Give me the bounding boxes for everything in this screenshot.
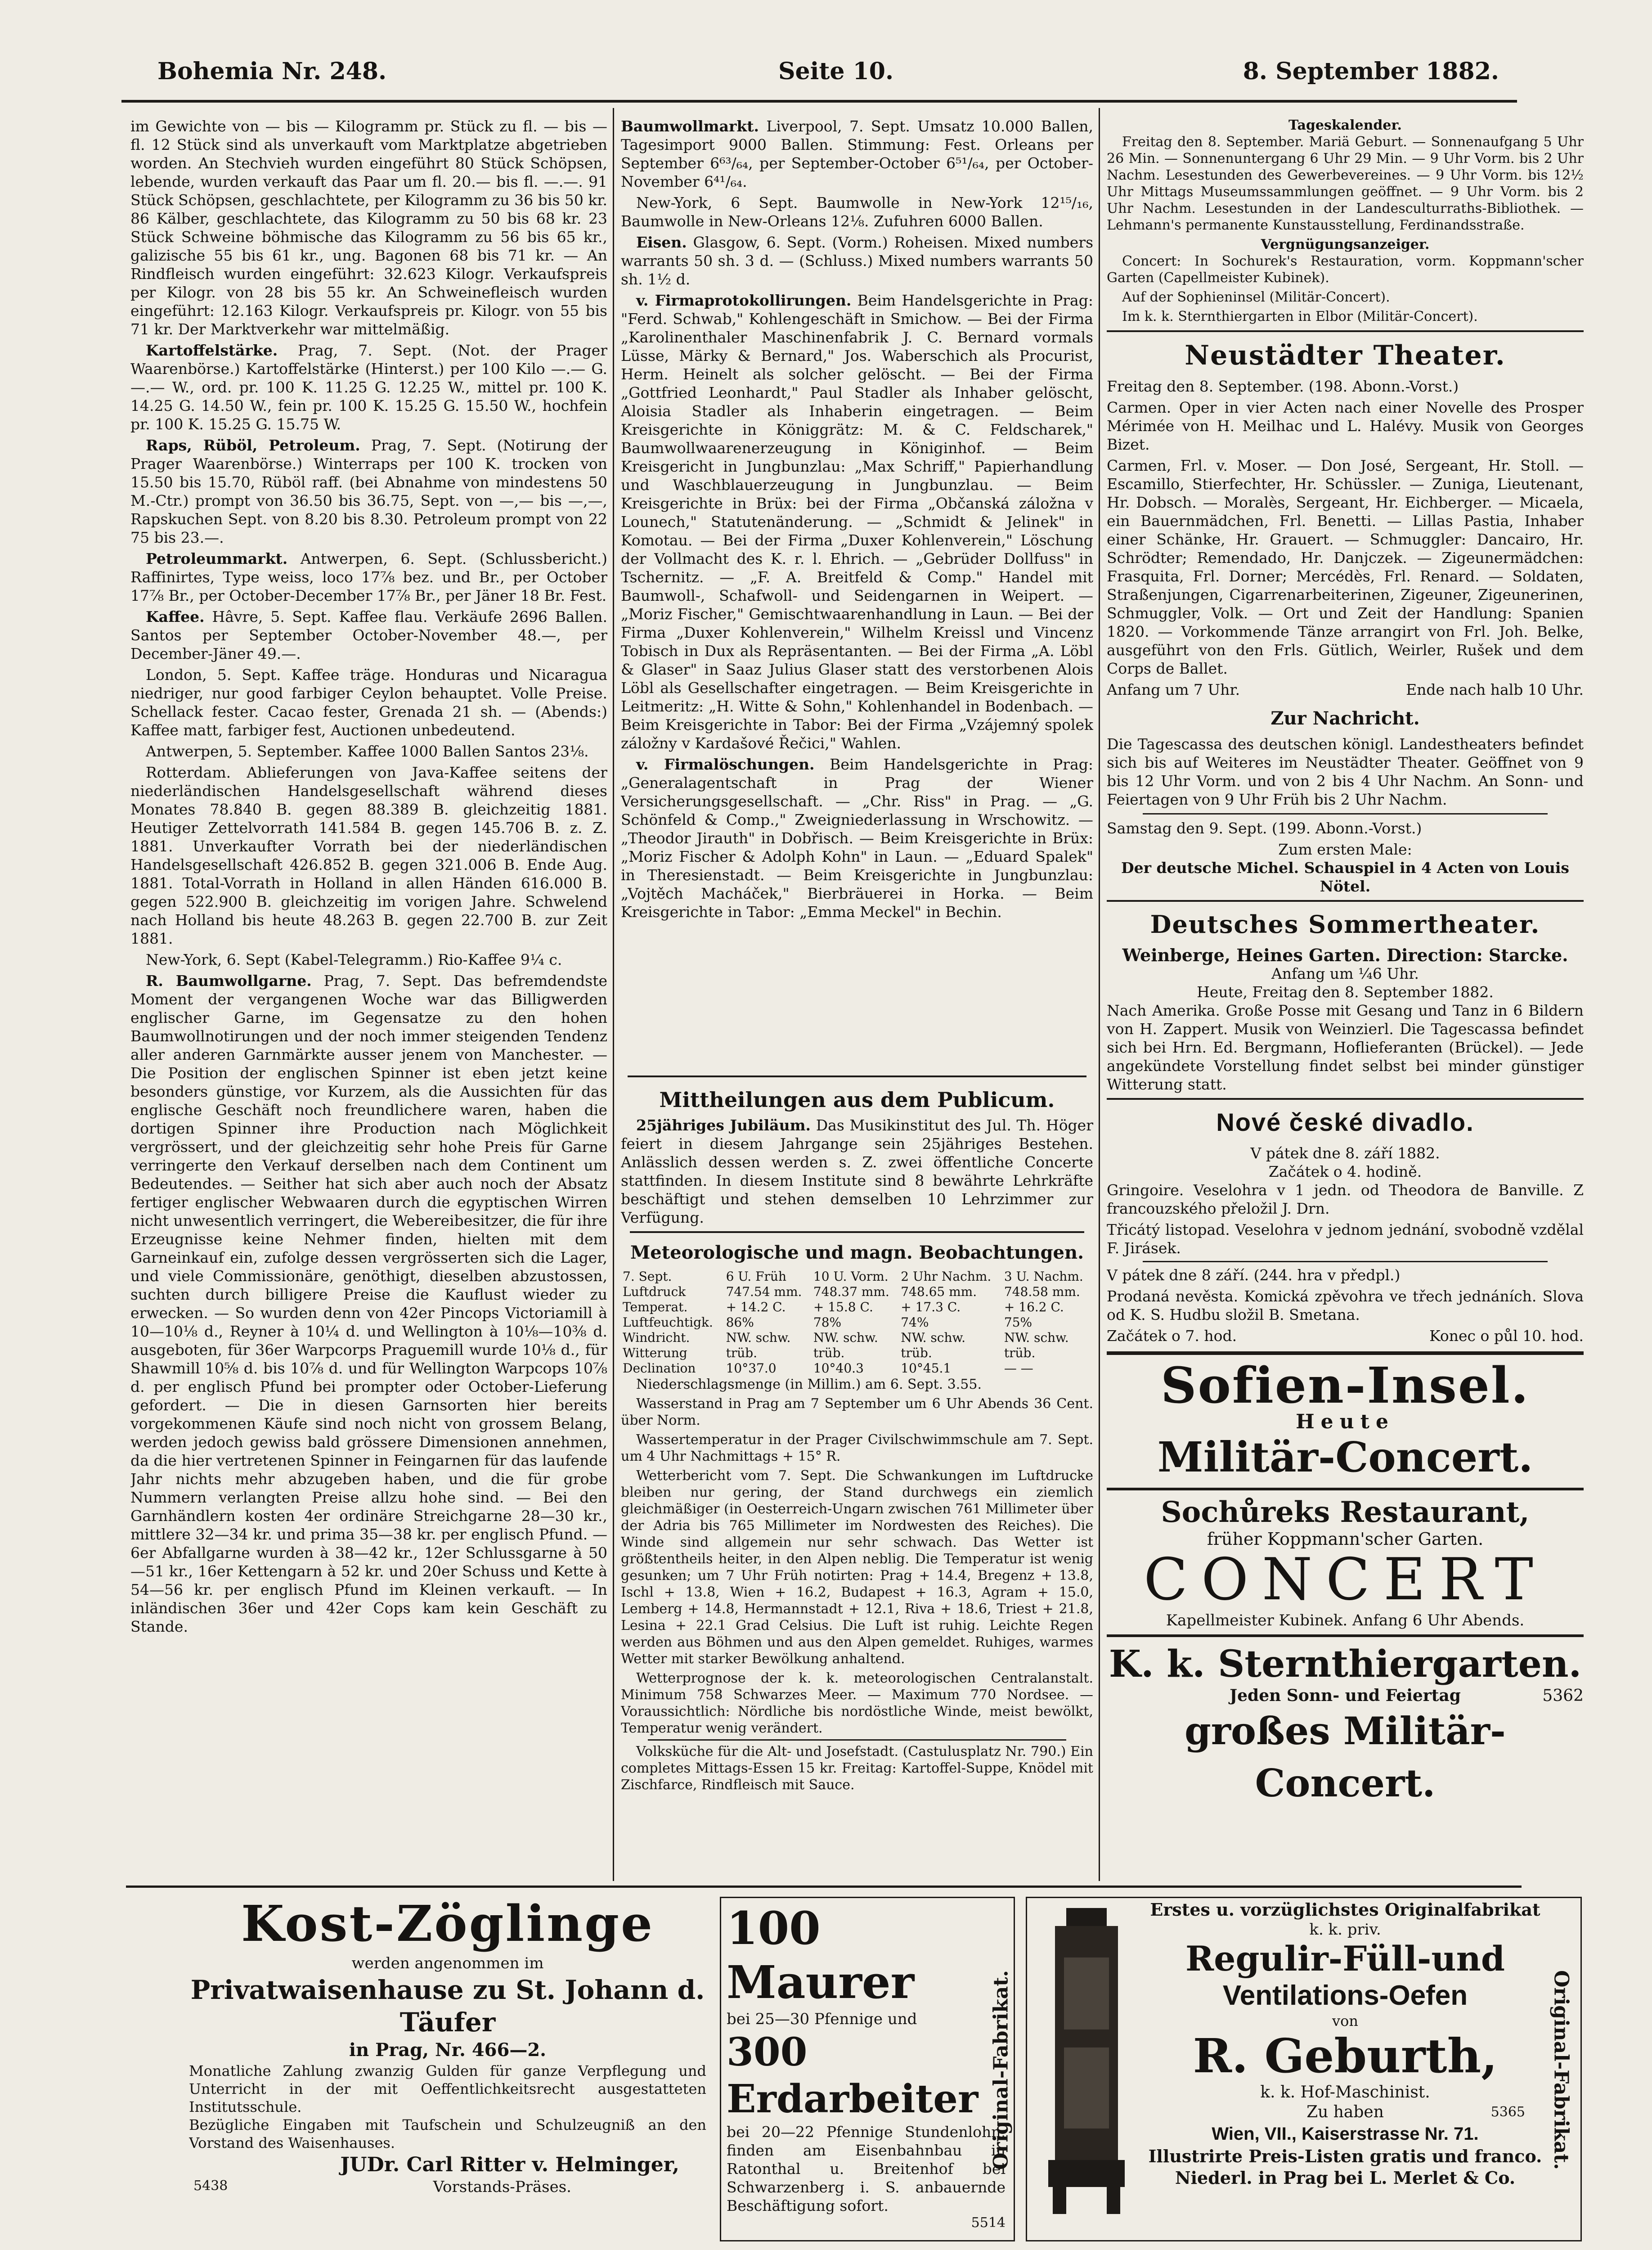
paragraph: Carmen, Frl. v. Moser. — Don José, Sergeant, Hr. Stoll. — Escamillo, Stierfechter, Hr. Schüssler. — Zuniga, Lieutenant, Hr. Dobsch. — Moralès, Sergeant, Hr. Eichberger. — Micaela, ein Bauernmädchen, Frl. Benetti. — Lillas Pastia, Inhaber einer Schänke, Hr. Grauert. — Schmuggler: Dancairo, Hr. Schrödter; Remendado, Hr. Danjczek. — Zigeunermädchen: Frasquita, Frl. Dorner; Mercédès, Frl. Renard. — Soldaten, Straßenjungen, Cigarrenarbeiterinen, Zigeuner, Zigeunerinen, Schmuggler, Volk. — Ort und Zeit der Handlung: Spanien 1820. — Vorkommende Tänze arrangirt von Frl. Joh. Belke, ausgeführt von den Frls. Gütlich, Weirler, Rušek und dem Corps de Ballet. xyxy=(1107,457,1584,677)
table-cell: 74% xyxy=(901,1315,929,1330)
keyword: R. Baumwollgarne. xyxy=(146,972,312,990)
table-header-cell: 10 U. Vorm. xyxy=(813,1269,889,1284)
table-cell: trüb. xyxy=(901,1346,932,1360)
paragraph: Der deutsche Michel. Schauspiel in 4 Acten von Louis Nötel. xyxy=(1121,859,1569,895)
paragraph: Prodaná nevěsta. Komická zpěvohra ve třech jednáních. Slova od K. S. Hudbu složil B. Smetana. xyxy=(1107,1287,1584,1323)
subtitle: Zum ersten Male: xyxy=(1278,841,1412,858)
header-right: 8. September 1882. xyxy=(1243,58,1499,85)
table-cell: NW. schw. xyxy=(901,1330,966,1345)
subtitle: Heute xyxy=(1296,1410,1395,1433)
column-divider xyxy=(613,108,614,1881)
table-row xyxy=(621,1284,1093,1300)
section-title: Tageskalender. xyxy=(1288,117,1402,133)
table-cell: trüb. xyxy=(1004,1346,1036,1360)
ad-title: 100 Maurer xyxy=(727,1902,915,2009)
table-cell: Declination xyxy=(623,1361,696,1376)
divider xyxy=(648,1739,1066,1741)
subtitle: früher Koppmann'scher Garten. xyxy=(1207,1529,1484,1549)
end-time: Ende nach halb 10 Uhr. xyxy=(1406,681,1584,698)
paragraph xyxy=(130,972,607,1636)
ad-title: 300 Erdarbeiter xyxy=(727,2030,979,2122)
ad-footer xyxy=(189,2178,706,2198)
table-cell: 78% xyxy=(813,1315,842,1330)
military-concert-title: Militär-Concert. xyxy=(1157,1433,1533,1481)
paragraph-text: Antwerpen, 6. Sept. (Schlussbericht.) Raffinirtes, Type weiss, loco 17⅞ bez. und Br., per October 17⅞ Br., per October-December 17⅞ Br., per Jäner 18 Br. Fest. xyxy=(130,550,607,604)
divider xyxy=(1107,1098,1584,1100)
divider xyxy=(630,1231,1084,1233)
table-cell: Luftfeuchtigk. xyxy=(623,1315,713,1330)
end-time: Konec o půl 10. hod. xyxy=(1429,1327,1584,1345)
paragraph-text: Beim Handelsgerichte in Prag: "Ferd. Schwab," Kohlengeschäft in Smichow. — Bei der Firma „Karolinenthaler Maschinenfabrik J. C. Bernard vormals Lüsse, Märky & Bernard," Jos. Waberschich als Procurist, Herm. Heinelt als solcher gelöscht. — Bei der Firma „Gottfried Leonhardt," Paul Stadler als Inhaber gelöscht, Aloisia Stadler als Inhaberin eingetragen. — Beim Kreisgerichte in Königgrätz: M. & C. Feldscharek," Baumwollwaarenerzeugung in Königinhof. — Beim Kreisgericht in Jungbunzlau: „Max Schriff," Papierhandlung und Waschblauerzeugung in Jungbunzlau. — Beim Kreisgerichte in Brüx: bei der Firma „Občanská záložna v Lounech," Statutenänderung. — „Schmidt & Jelinek" in Komotau. — Bei der Firma „Duxer Kohlenverein," Löschung der Vollmacht des K. r. l. Ehrich. — „Gebrüder Dollfuss" in Tschernitz. — „F. A. Breitfeld & Comp." Handel mit Baumwoll-, Schafwoll- und Seidengarnen in Weipert. — „Moriz Fischer," Gemischtwaarenhandlung in Laun. — Bei der Firma „Duxer Kohlenverein," Wilhelm Kreissl und Vincenz Tobisch in Dux als Repräsentanten. — Bei der Firma „A. Löbl & Glaser" in Saaz Julius Glaser statt des verstorbenen Alois Löbl als Gesellschafter eingetragen. — Beim Kreisgerichte in Leitmeritz: „H. Witte & Sohn," Kohlenhandel in Bodenbach. — Beim Kreisgerichte in Tabor: Bei der Firma „Vzájemný spolek záložny v Kardašové Řečici," Wahlen. xyxy=(621,292,1093,752)
paragraph: Freitag den 8. September. Mariä Geburt. — Sonnenaufgang 5 Uhr 26 Min. — Sonnenuntergang 6 Uhr 29 Min. — 9 Uhr Vorm. bis 2 Uhr Nachm. Lesestunden des Gewerbevereines. — 9 Uhr Vorm. bis 12½ Uhr Mittags Museumssammlungen geöffnet. — 9 Uhr Vorm. bis 2 Uhr Nachm. Lesestunden in der Landesculturraths-Bibliothek. — Lehmann's permanente Kunstausstellung, Ferdinandsstraße. xyxy=(1107,134,1584,233)
ad-line: k. k. priv. xyxy=(1309,1921,1381,1939)
paragraph xyxy=(130,549,607,605)
table-cell: Luftdruck xyxy=(623,1284,686,1299)
ad-number: 5365 xyxy=(1490,2104,1525,2120)
paragraph-text: Glasgow, 6. Sept. (Vorm.) Roheisen. Mixed numbers warrants 50 sh. 3 d. — (Schluss.) Mixed numbers warrants 50 sh. 1½ d. xyxy=(621,234,1093,288)
paragraph: Wassertemperatur in der Prager Civilschwimmschule am 7. Sept. um 4 Uhr Nachmittags + 15° R. xyxy=(621,1432,1093,1464)
ad-line: werden angenommen im xyxy=(351,1954,544,1972)
keyword: v. Firmaprotokollirungen. xyxy=(636,292,852,309)
ad-line: bei 25—30 Pfennige und xyxy=(727,2010,917,2028)
paragraph: London, 5. Sept. Kaffee träge. Honduras und Nicaragua niedriger, nur good farbiger Ceylon behauptet. Volle Preise. Schellack fester. Cacao fester, Grenada 21 sh. — (Abends:) Kaffee matt, farbiger fest, Auctionen unbedeutend. xyxy=(130,666,607,739)
time-row xyxy=(1107,1327,1584,1345)
divider xyxy=(1107,1351,1584,1355)
table-row xyxy=(621,1361,1093,1376)
column-2-lower xyxy=(621,1080,1093,1881)
header-left: Bohemia Nr. 248. xyxy=(157,58,387,85)
paragraph: im Gewichte von — bis — Kilogramm pr. Stück zu fl. — bis — fl. 12 Stück sind als unverkauft vom Marktplatze abgetrieben worden. An Stechvieh wurden eingeführt 80 Stück Schöpsen, lebende, wurden verkauft das Paar um fl. 20.— bis fl. —.—. 91 Stück Schöpsen, geschlachtete, per Kilogramm zu 36 bis 50 kr. 86 Kälber, geschlachtete, das Kilogramm zu 50 bis 68 kr. 23 Stück Schweine böhmische das Kilogramm zu 56 bis 65 kr., galizische 55 bis 61 kr., ung. Bagonen 68 bis 71 kr. — An Rindfleisch wurden eingeführt: 32.623 Kilogr. Verkaufspreis per Kilogr. von 28 bis 55 kr. An Schweinefleisch wurden eingeführt: 12.163 Kilogr. Verkaufspreis pr. Kilogr. von 55 bis 71 kr. Der Marktverkehr war mittelmäßig. xyxy=(130,117,607,338)
ad-number: 5362 xyxy=(1542,1687,1584,1705)
table-header-cell: 7. Sept. xyxy=(623,1269,672,1284)
paragraph: Carmen. Oper in vier Acten nach einer Novelle des Prosper Mérimée von H. Meilhac und L. Halévy. Musik von Georges Bizet. xyxy=(1107,399,1584,453)
ad-line: Wien, VII., Kaiserstrasse Nr. 71. xyxy=(1212,2124,1479,2144)
stove-illustration xyxy=(1035,1904,1138,2232)
ad-title: Regulir-Füll-und xyxy=(1185,1939,1505,1979)
divider xyxy=(1107,1634,1584,1637)
ad-title: Kost-Zöglinge xyxy=(241,1894,654,1953)
header-rule xyxy=(121,100,1517,103)
ad-line: in Prag, Nr. 466—2. xyxy=(349,2039,547,2061)
table-cell: 10°40.3 xyxy=(813,1361,864,1376)
stove-foot xyxy=(1053,2187,1066,2214)
keyword: 25jähriges Jubiläum. xyxy=(636,1116,811,1134)
subtitle-row xyxy=(1107,1687,1584,1705)
paragraph: Auf der Sophieninsel (Militär-Concert). xyxy=(1122,289,1390,305)
theatre-title: Deutsches Sommertheater. xyxy=(1150,910,1540,939)
ad-line: Illustrirte Preis-Listen gratis und franco. xyxy=(1148,2146,1542,2166)
ad-line: k. k. Hof-Maschinist. xyxy=(1260,2083,1430,2102)
section-title: Zur Nachricht. xyxy=(1270,708,1420,729)
paragraph-text: Prag, 7. Sept. Das befremdendste Moment der vergangenen Woche war das Billigwerden englischer Garne, im Gegensatze zu den hohen Baumwollnotirungen und der noch immer steigenden Tendenz aller anderen Garnmärkte ausser jenem von Manchester. — Die Position der englischen Spinner ist eben jetzt keine besonders günstige, vor Kurzem, als die Aussichten für das englische Geschäft noch freundlichere waren, haben die dortigen Spinner ihre Production nach Möglichkeit vergrössert, und der gleichzeitig sehr hohe Preis für Garne verringerte den Verkauf derselben nach dem Continent um Bedeutendes. — Seither hat sich aber auch noch der Absatz fertiger englischer Webwaaren durch die egyptischen Wirren nicht unwesentlich verringert, die Webereibesitzer, die für ihre Erzeugnisse keine Nehmer finden, hielten mit dem Garneinkauf ein, zufolge dessen vergrösserten sich die Lager, und viele Commissionäre, genöthigt, dieselben abzustossen, suchten durch billigere Preise die Kauflust wieder zu erwecken. — So wurden denn von 42er Pincops Victoriamill à 10—10⅛ d., Reyner à 10¼ d. und Wellington à 10⅛—10⅜ d. ausgeboten, für 36er Warpcorps Praguemill wurde 10⅛ d., für Shawmill 10⅝ d. bis 10⅞ d. und für Wellington Warpcops 10⅞ d. per englisch Pfund bei prompter oder October-Lieferung gefordert. — Die in diesen Garnsorten hier bereits vorgekommenen Käufe sind noch nicht von grossem Belang, werden jedoch gewiss bald grössere Dimensionen annehmen, da die hier vertretenen Spinner in Feingarnen für das laufende Jahr nichts mehr abzugeben haben, und die für grobe Nummern verlangten Preise allzu hohe sind. — Bei den Garnhändlern kosten 4er ordinäre Streichgarne 28—30 kr., mittlere 32—34 kr. und prima 35—38 kr. per englisch Pfund. — 6er Abfallgarne wurden à 38—42 kr., 12er Schlussgarne à 50—51 kr., 16er Kettengarn à 52 kr. und 20er Schuss und Kette à 54—56 kr. per englisch Pfund im Kleinen verkauft. — In inländischen 36er und 42er Cops kam kein Geschäft zu Stande. xyxy=(130,972,607,1635)
table-cell: 748.65 mm. xyxy=(901,1284,977,1299)
table-cell: 10°37.0 xyxy=(726,1361,777,1376)
ad-signature: JUDr. Carl Ritter v. Helminger, xyxy=(340,2153,679,2176)
paragraph: V pátek dne 8 září. (244. hra v předpl.) xyxy=(1107,1266,1401,1284)
concert-title: CONCERT xyxy=(1144,1546,1547,1613)
table-row xyxy=(621,1300,1093,1315)
subtitle: Začátek o 4. hodině. xyxy=(1268,1163,1422,1180)
keyword: Baumwollmarkt. xyxy=(621,117,759,135)
time-row xyxy=(1107,680,1584,699)
page-header xyxy=(157,53,1499,94)
paragraph: Im k. k. Sternthiergarten in Elbor (Militär-Concert). xyxy=(1122,309,1478,324)
ad-line: Privatwaisenhause zu St. Johann d. Täufer xyxy=(190,1975,705,2038)
stove-foot xyxy=(1107,2187,1120,2214)
divider xyxy=(1107,900,1584,902)
paragraph: Niederschlagsmenge (in Millim.) am 6. Sept. 3.55. xyxy=(636,1377,982,1392)
paragraph: Nach Amerika. Große Posse mit Gesang und Tanz in 6 Bildern von H. Zappert. Musik von Weinzierl. Die Tagescassa befindet sich bei Hrn. Ed. Bergmann, Hoflieferanten (Brückel). — Jede angekündete Vorstellung findet selbst bei minder günstiger Witterung statt. xyxy=(1107,1002,1584,1093)
divider xyxy=(1143,1261,1548,1262)
paragraph: Samstag den 9. Sept. (199. Abonn.-Vorst.) xyxy=(1107,819,1422,837)
divider xyxy=(1107,330,1584,332)
table-row xyxy=(621,1346,1093,1361)
ads-rule xyxy=(126,1886,1522,1888)
table-row xyxy=(621,1330,1093,1346)
stove-door xyxy=(1064,2048,1109,2128)
paragraph: Antwerpen, 5. September. Kaffee 1000 Ballen Santos 23⅛. xyxy=(146,742,589,760)
ad-number: 5514 xyxy=(971,2215,1006,2231)
stove-base xyxy=(1048,2160,1125,2187)
vertical-label xyxy=(988,1917,1015,2223)
divider xyxy=(1143,813,1548,814)
paragraph xyxy=(130,436,607,547)
table-header-cell: 3 U. Nachm. xyxy=(1004,1269,1083,1284)
paragraph xyxy=(621,117,1093,191)
ad-title: R. Geburth, xyxy=(1193,2028,1498,2084)
ad-paragraph: bei 20—22 Pfennige Stundenlohn, finden am Eisenbahnbau in Ratonthal u. Breitenhof bei Schwarzenberg i. S. anbauernde Beschäftigung sofort. xyxy=(727,2123,1006,2214)
stove-panel xyxy=(1064,1958,1109,2030)
sofien-title: Sofien-Insel. xyxy=(1161,1356,1530,1414)
paragraph: Concert: In Sochurek's Restauration, vorm. Koppmann'scher Garten (Capellmeister Kubinek). xyxy=(1107,253,1584,286)
paragraph-text: Das Musikinstitut des Jul. Th. Höger feiert in diesem Jahrgange sein 25jähriges Bestehen. Anlässlich dessen werden s. Z. zwei öffentliche Concerte stattfinden. In diesem Institute sind 8 bewährte Lehrkräfte beschäftigt und stehen demselben 10 Lehrzimmer zur Verfügung. xyxy=(621,1116,1093,1226)
column-divider xyxy=(1099,108,1100,1881)
paragraph: New-York, 6. Sept (Kabel-Telegramm.) Rio-Kaffee 9¼ c. xyxy=(146,951,562,968)
table-cell: + 16.2 C. xyxy=(1004,1300,1064,1314)
table-header-cell: 6 U. Früh xyxy=(726,1269,786,1284)
subtitle: Heute, Freitag den 8. September 1882. xyxy=(1197,983,1494,1001)
table-cell: NW. schw. xyxy=(813,1330,878,1345)
paragraph-text: Liverpool, 7. Sept. Umsatz 10.000 Ballen, Tagesimport 9000 Ballen. Stimmung: Fest. Orleans per September 6⁶³/₆₄, per September-October 6⁵¹/₆₄, per October-November 6⁴¹/₆₄. xyxy=(621,117,1093,190)
section-title: Mittheilungen aus dem Publicum. xyxy=(659,1088,1055,1112)
keyword: Eisen. xyxy=(636,234,687,251)
paragraph: Třicátý listopad. Veselohra v jednom jednání, svobodně vzdělal F. Jirásek. xyxy=(1107,1221,1584,1257)
ad-title: Ventilations-Oefen xyxy=(1222,1980,1468,2011)
table-cell: trüb. xyxy=(726,1346,758,1360)
table-cell: — — xyxy=(1004,1361,1033,1376)
paragraph: Freitag den 8. September. (198. Abonn.-Vorst.) xyxy=(1107,378,1459,395)
keyword: Kaffee. xyxy=(146,608,205,626)
paragraph: Gringoire. Veselohra v 1 jedn. od Theodora de Banville. Z francouzského přeložil J. Drn. xyxy=(1107,1181,1584,1217)
table-header-cell: 2 Uhr Nachm. xyxy=(901,1269,992,1284)
table-cell: 75% xyxy=(1004,1315,1032,1330)
vertical-text: Original-Fabrikat. xyxy=(989,1970,1013,2170)
ad-line: Niederl. in Prag bei L. Merlet & Co. xyxy=(1175,2168,1516,2188)
table-row xyxy=(621,1315,1093,1330)
subtitle: Kapellmeister Kubinek. Anfang 6 Uhr Abends. xyxy=(1166,1611,1525,1629)
military-concert-title: großes Militär-Concert. xyxy=(1185,1709,1506,1805)
divider xyxy=(1107,1488,1584,1490)
paragraph xyxy=(130,341,607,433)
ad-line: von xyxy=(1332,2012,1358,2030)
table-cell: NW. schw. xyxy=(1004,1330,1069,1345)
table-cell: Windricht. xyxy=(623,1330,690,1345)
paragraph-text: Beim Handelsgerichte in Prag: „Generalagentschaft in Prag der Wiener Versicherungsgesellschaft. — „Chr. Riss" in Prag. — „G. Schönfeld & Comp.," Zweigniederlassung in Wrschowitz. — „Theodor Jirauth" in Dobřisch. — Beim Kreisgerichte in Brüx: „Moriz Fischer & Adolph Kohn" in Laun. — „Eduard Spalek" in Theresienstadt. — Beim Kreisgerichte in Jungbunzlau: „Vojtěch Macháček," Bierbräuerei in Horka. — Beim Kreisgerichte in Tabor: „Emma Meckel" in Bechin. xyxy=(621,756,1093,921)
table-cell: Witterung xyxy=(623,1346,687,1360)
table-cell: 748.37 mm. xyxy=(813,1284,889,1299)
table-cell: + 15.8 C. xyxy=(813,1300,873,1314)
table-cell: 10°45.1 xyxy=(901,1361,952,1376)
ad-kost-zoeglinge xyxy=(189,1894,706,2246)
start-time: Anfang um 7 Uhr. xyxy=(1107,681,1240,698)
paragraph: Rotterdam. Ablieferungen von Java-Kaffee seitens der niederländischen Handelsgesellschaft während dieses Monates 78.840 B. gegen 88.389 B. gleichzeitig 1881. Heutiger Zettelvorrath 141.584 B. gegen 145.706 B. z. Z. 1881. Unverkaufter Vorrath bei der niederländischen Handelsgesellschaft 426.852 B. gegen 321.006 B. Ende Aug. 1881. Total-Vorrath in Holland in allen Händen 616.000 B. gegen 522.900 B. gleichzeitig im vorigen Jahre. Schwelend nach Holland bis heute 48.263 B. gegen 22.700 B. zur Zeit 1881. xyxy=(130,764,607,947)
paragraph-text: Prag, 7. Sept. (Not. der Prager Waarenbörse.) Kartoffelstärke (Hinterst.) per 100 Kilo —.— G. —.— W., ord. pr. 100 K. 11.25 G. 12.25 W., mittel pr. 100 K. 14.25 G. 14.50 W., fein pr. 100 K. 15.25 G. 15.50 W., hochfein pr. 100 K. 15.25 G. 15.75 W. xyxy=(130,342,607,433)
ad-paragraph: Bezügliche Eingaben mit Taufschein und Schulzeugniß an den Vorstand des Waisenhauses. xyxy=(189,2116,706,2151)
table-cell: + 17.3 C. xyxy=(901,1300,961,1314)
paragraph: New-York, 6 Sept. Baumwolle in New-York 12¹⁵/₁₆, Baumwolle in New-Orleans 12⅛. Zufuhren 6000 Ballen. xyxy=(621,194,1093,230)
weather-table xyxy=(621,1269,1093,1376)
column-1 xyxy=(130,117,607,1881)
subtitle: V pátek dne 8. září 1882. xyxy=(1250,1144,1440,1162)
keyword: v. Firmalöschungen. xyxy=(636,756,815,773)
table-cell: trüb. xyxy=(813,1346,845,1360)
paragraph: Wasserstand in Prag am 7 September um 6 Uhr Abends 36 Cent. über Norm. xyxy=(621,1396,1093,1428)
ad-line: Zu haben xyxy=(1306,2103,1384,2121)
paragraph xyxy=(621,291,1093,752)
paragraph-text: Prag, 7. Sept. (Notirung der Prager Waarenbörse.) Winterraps per 100 K. trocken von 15.50 bis 15.70, Rüböl raff. (bei Abnahme von mindestens 50 M.-Ctr.) prompt von 36.50 bis 36.75, Sept. von —,— bis —,—, Rapskuchen Sept. von 8.20 bis 8.30. Petroleum prompt von 22 75 bis 23.—. xyxy=(130,436,607,546)
paragraph: Volksküche für die Alt- und Josefstadt. (Castulusplatz Nr. 790.) Ein completes Mittags-Essen 15 kr. Freitag: Kartoffel-Suppe, Knödel mit Zischfarce, Rindfleisch mit Sauce. xyxy=(621,1744,1093,1793)
section-rule xyxy=(628,1076,1086,1077)
stove-top xyxy=(1066,1908,1107,1926)
vertical-label xyxy=(1548,1912,1575,2228)
section-title: Meteorologische und magn. Beobachtungen. xyxy=(630,1242,1084,1263)
restaurant-title: Sochůreks Restaurant, xyxy=(1161,1495,1530,1529)
table-cell: 748.58 mm. xyxy=(1004,1284,1080,1299)
start-time: Začátek o 7. hod. xyxy=(1107,1327,1237,1345)
ad-line: Vorstands-Präses. xyxy=(433,2178,571,2196)
table-cell: NW. schw. xyxy=(726,1330,791,1345)
table-cell: + 14.2 C. xyxy=(726,1300,786,1314)
vertical-text: Original-Fabrikat. xyxy=(1549,1970,1573,2170)
ad-paragraph: Monatliche Zahlung zwanzig Gulden für ganze Verpflegung und Unterricht in der mit Oeffentlichkeitsrecht ausgestatteten Institutsschule. xyxy=(189,2062,706,2115)
paragraph xyxy=(621,755,1093,921)
header-center: Seite 10. xyxy=(778,58,894,85)
paragraph: Wetterprognose der k. k. meteorologischen Centralanstalt. Minimum 758 Schwarzes Meer. — Maximum 770 Nordsee. — Voraussichtlich: Nördliche bis nordöstliche Winde, meist bewölkt, Temperatur wenig verändert. xyxy=(621,1670,1093,1736)
subtitle: Anfang um ¼6 Uhr. xyxy=(1271,965,1419,982)
keyword: Kartoffelstärke. xyxy=(146,342,278,359)
ad-line-row xyxy=(1138,2102,1552,2122)
paragraph: Die Tagescassa des deutschen königl. Landestheaters befindet sich bis auf Weiteres im Neustädter Theater. Geöffnet von 9 bis 12 Uhr Vorm. und von 2 bis 4 Uhr Nachm. An Sonn- und Feiertagen von 9 Uhr Früh bis 2 Uhr Nachm. xyxy=(1107,735,1584,808)
theatre-title: Neustädter Theater. xyxy=(1185,340,1506,371)
ad-line: Erstes u. vorzüglichstes Originalfabrikat xyxy=(1150,1899,1540,1920)
table-cell: Temperat. xyxy=(623,1300,688,1314)
zoo-title: K. k. Sternthiergarten. xyxy=(1109,1642,1582,1686)
paragraph xyxy=(130,608,607,663)
column-2 xyxy=(621,117,1093,1071)
paragraph: Wetterbericht vom 7. Sept. Die Schwankungen im Luftdrucke bleiben nur gering, der Stand durchwegs ein ziemlich gleichmäßiger (in Oesterreich-Ungarn zwischen 761 Millimeter über der Adria bis 765 Millimeter im Nordwesten des Reiches). Die Winde sind allgemein nur sehr schwach. Das Wetter ist größtentheils heiter, in den Alpen neblig. Die Temperatur ist wenig gesunken; um 7 Uhr Früh notirten: Prag + 14.4, Bregenz + 13.8, Ischl + 13.8, Wien + 16.2, Budapest + 16.3, Agram + 15.0, Lemberg + 14.8, Hermannstadt + 12.1, Riva + 18.6, Triest + 21.8, Lesina + 22.1 Grad Celsius. Die Luft ist ruhig. Leichte Regen werden aus Böhmen und aus den Alpen gemeldet. Ruhiges, warmes Wetter mit starker Bewölkung anhaltend. xyxy=(621,1468,1093,1667)
paragraph xyxy=(621,1116,1093,1227)
paragraph-text: Hâvre, 5. Sept. Kaffee flau. Verkäufe 2696 Ballen. Santos per September October-November 48.—, per December-Jäner 49.—. xyxy=(130,608,607,662)
theatre-title: Nové české divadlo. xyxy=(1216,1108,1474,1136)
subtitle: Weinberge, Heines Garten. Direction: Starcke. xyxy=(1122,945,1568,965)
table-header-row xyxy=(621,1269,1093,1284)
subtitle: Jeden Sonn- und Feiertag xyxy=(1230,1686,1461,1705)
ad-number: 5438 xyxy=(193,2178,228,2194)
keyword: Petroleummarkt. xyxy=(146,550,288,567)
ad-maurer xyxy=(727,1901,1006,2234)
table-cell: 747.54 mm. xyxy=(726,1284,802,1299)
keyword: Raps, Rüböl, Petroleum. xyxy=(146,436,360,454)
paragraph xyxy=(621,233,1093,288)
ad-geburth xyxy=(1138,1899,1552,2236)
table-cell: 86% xyxy=(726,1315,754,1330)
section-title: Vergnügungsanzeiger. xyxy=(1261,237,1430,252)
column-3 xyxy=(1107,117,1584,1872)
